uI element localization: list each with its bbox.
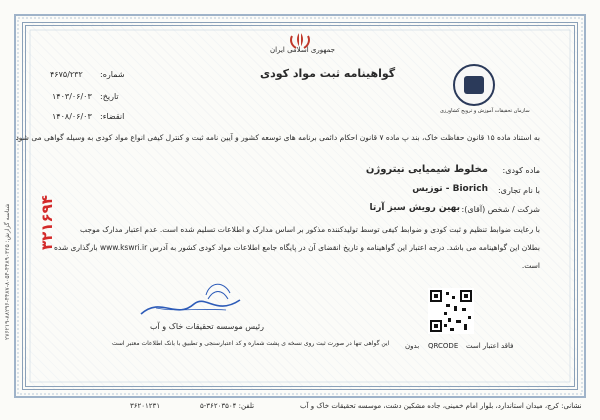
- vertical-id-note: شناسه گزارش: ۴۴۸۹۰۳۲۵-۸۰۵۴-۴۴۸۷-۸۸۲۹۶-۲۷۶۲۱۹: [4, 203, 11, 340]
- company-value: بهین رویش سبز آرتا: [369, 203, 460, 213]
- number-value: ۴۶۷۵/۲۳۲: [50, 70, 83, 79]
- qr-caption-right: فاقد اعتبار است: [466, 342, 514, 350]
- fertilizer-value: مخلوط شیمیایی نیتروژن: [365, 164, 488, 175]
- footer-address: نشانی: کرج، میدان استاندارد، بلوار امام خمینی، جاده مشکین دشت، موسسه تحقیقات خاک و آب: [300, 402, 582, 410]
- intro-text: به استناد ماده ۱۵ قانون حفاظت خاک، بند پ ماده ۷ قانون احکام دائمی برنامه های توسعه کشور و آیین نامه ثبت و کنترل کیفی انواع مواد کودی به وسیله گواهی می شود: [15, 133, 540, 142]
- certificate-title: گواهینامه ثبت مواد کودی: [260, 67, 396, 80]
- paragraph-line-2: بطلان این گواهینامه می باشد. درجه اعتبار این گواهینامه و تاریخ انقضای آن در پایگاه جامع اطلاعات مواد کودی کشور به آدرس www.kswri.ir بارگذاری شده: [53, 243, 540, 252]
- footer-fax: ۳۶۲۰۱۲۳۱: [130, 402, 161, 410]
- paragraph-line-1: با رعایت ضوابط تنظیم و ثبت کودی و ضوابط کیفی توسط تولیدکننده مذکور بر اساس مدارک و اطلاعات تسلیم شده است. عدم اعتبار مدارک موجب: [79, 225, 540, 234]
- serial-number: ۳۲۱۶۹۴: [38, 195, 56, 250]
- brand-value: Biorich - توزیس: [412, 184, 488, 194]
- paragraph-line-3: است.: [521, 261, 540, 270]
- fertilizer-label: ماده کودی:: [502, 166, 540, 175]
- expiry-label: انقضاء:: [100, 112, 125, 121]
- seal-caption: سازمان تحقیقات آموزش و ترویج کشاورزی: [440, 108, 530, 114]
- agency-seal-icon: [453, 64, 495, 106]
- date-label: تاریخ:: [100, 92, 119, 101]
- footer-phone: تلفن: ۳۶۲۰۳۵۰۴-۵: [200, 402, 255, 410]
- validity-note: این گواهی تنها در صورت ثبت روی نسخه ی پشت شماره و کد اعتبارسنجی و تطبیق با بانک اطلاعات معتبر است: [112, 340, 390, 347]
- qr-label: QRCODE: [428, 342, 459, 350]
- date-value: ۱۴۰۳/۰۶/۰۳: [52, 92, 92, 101]
- expiry-value: ۱۴۰۸/۰۶/۰۳: [52, 112, 92, 121]
- signatory-title: رئیس موسسه تحقیقات خاک و آب: [150, 322, 264, 331]
- signature-stamp-icon: [200, 275, 235, 305]
- company-label: شرکت / شخص (آقای):: [461, 205, 540, 214]
- qr-code-icon: [428, 288, 474, 334]
- qr-caption-left: بدون: [405, 342, 420, 350]
- country-line: جمهوری اسلامی ایران: [270, 46, 335, 54]
- brand-label: با نام تجاری:: [497, 186, 540, 195]
- number-label: شماره:: [100, 70, 125, 79]
